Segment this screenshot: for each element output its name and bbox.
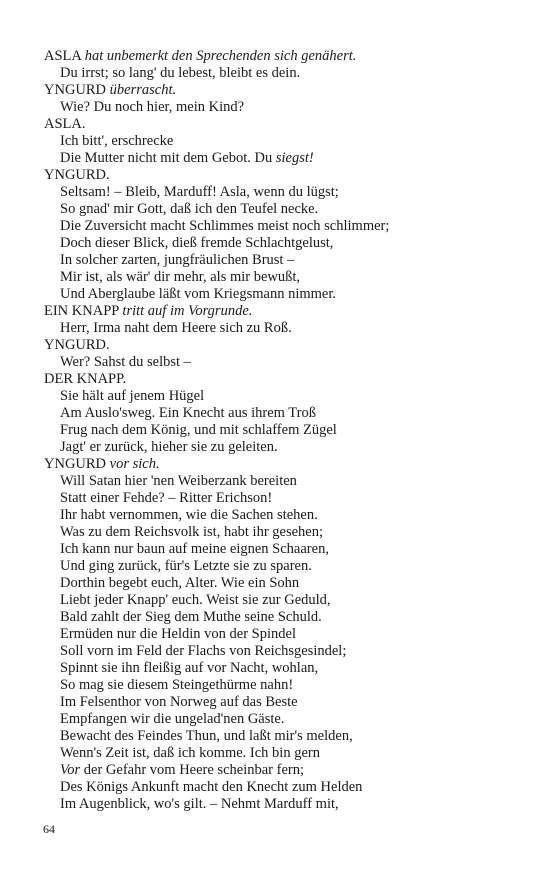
page-text xyxy=(44,48,524,813)
verse-line xyxy=(44,201,524,218)
verse-line xyxy=(44,439,524,456)
verse-text: Will Satan hier 'nen Weiberzank bereiten xyxy=(60,473,297,489)
speaker-line xyxy=(44,456,524,473)
verse-text: Sie hält auf jenem Hügel xyxy=(60,388,205,404)
verse-text: Wenn's Zeit ist, daß ich komme. Ich bin gern xyxy=(60,745,320,761)
verse-text: Die Zuversicht macht Schlimmes meist noch schlimmer; xyxy=(60,218,390,234)
verse-line xyxy=(44,269,524,286)
verse-line xyxy=(44,422,524,439)
verse-line xyxy=(44,626,524,643)
verse-line xyxy=(44,388,524,405)
verse-text: Empfangen wir die ungelad'nen Gäste. xyxy=(60,711,285,727)
speaker-line xyxy=(44,303,524,320)
verse-line xyxy=(44,728,524,745)
stage-direction: überrascht. xyxy=(109,82,177,98)
speaker-name: YNGURD xyxy=(44,82,107,98)
verse-text: Ich kann nur baun auf meine eignen Schaaren, xyxy=(60,541,329,557)
verse-line xyxy=(44,660,524,677)
verse-line xyxy=(44,286,524,303)
verse-line xyxy=(44,575,524,592)
verse-text: Mir ist, als wär' dir mehr, als mir bewußt, xyxy=(60,269,301,285)
verse-text: Des Königs Ankunft macht den Knecht zum Helden xyxy=(60,779,363,795)
verse-text: Dorthin begebt euch, Alter. Wie ein Sohn xyxy=(60,575,300,591)
verse-line xyxy=(44,762,524,779)
speaker-name: ASLA. xyxy=(44,116,86,132)
speaker-name: YNGURD. xyxy=(44,167,110,183)
verse-text: Doch dieser Blick, dieß fremde Schlachtgelust, xyxy=(60,235,334,251)
verse-text: So mag sie diesem Steingethürme nahn! xyxy=(60,677,294,693)
verse-text: Was zu dem Reichsvolk ist, habt ihr gesehen; xyxy=(60,524,323,540)
verse-text: Spinnt sie ihn fleißig auf vor Nacht, wohlan, xyxy=(60,660,319,676)
page-number: 64 xyxy=(43,822,55,836)
verse-text: Frug nach dem König, und mit schlaffem Zügel xyxy=(60,422,337,438)
verse-line xyxy=(44,218,524,235)
verse-text: Bald zahlt der Sieg dem Muthe seine Schuld. xyxy=(60,609,322,625)
verse-text: Im Augenblick, wo's gilt. – Nehmt Marduff mit, xyxy=(60,796,339,812)
verse-text: Wer? Sahst du selbst – xyxy=(60,354,191,370)
verse-line xyxy=(44,694,524,711)
verse-text: Bewacht des Feindes Thun, und laßt mir's melden, xyxy=(60,728,353,744)
verse-text: In solcher zarten, jungfräulichen Brust – xyxy=(60,252,295,268)
emphasis: siegst! xyxy=(275,150,314,166)
speaker-line xyxy=(44,48,524,65)
verse-text: Herr, Irma naht dem Heere sich zu Roß. xyxy=(60,320,292,336)
verse-line xyxy=(44,796,524,813)
verse-line xyxy=(44,490,524,507)
stage-direction: vor sich. xyxy=(109,456,160,472)
verse-line xyxy=(44,745,524,762)
verse-line xyxy=(44,133,524,150)
verse-text: Die Mutter nicht mit dem Gebot. Du xyxy=(60,150,276,166)
speaker-line xyxy=(44,167,524,184)
verse-line xyxy=(44,643,524,660)
verse-text: Und Aberglaube läßt vom Kriegsmann nimmer. xyxy=(60,286,336,302)
verse-line xyxy=(44,235,524,252)
verse-line xyxy=(44,320,524,337)
verse-line xyxy=(44,65,524,82)
verse-line xyxy=(44,354,524,371)
verse-text: Am Auslo'sweg. Ein Knecht aus ihrem Troß xyxy=(60,405,316,421)
verse-text: der Gefahr vom Heere scheinbar fern; xyxy=(80,762,304,778)
speaker-name: EIN KNAPP xyxy=(44,303,119,319)
verse-line xyxy=(44,779,524,796)
verse-text: Im Felsenthor von Norweg auf das Beste xyxy=(60,694,298,710)
verse-line xyxy=(44,99,524,116)
verse-text: Jagt' er zurück, hieher sie zu geleiten. xyxy=(60,439,278,455)
speaker-name: DER KNAPP. xyxy=(44,371,127,387)
verse-line xyxy=(44,609,524,626)
verse-line xyxy=(44,711,524,728)
stage-direction: tritt auf im Vorgrunde. xyxy=(122,303,253,319)
verse-line xyxy=(44,252,524,269)
verse-text: Seltsam! – Bleib, Marduff! Asla, wenn du lügst; xyxy=(60,184,339,200)
verse-line xyxy=(44,592,524,609)
speaker-line xyxy=(44,371,524,388)
verse-line xyxy=(44,405,524,422)
verse-line xyxy=(44,184,524,201)
emphasis: Vor xyxy=(60,762,81,778)
speaker-line xyxy=(44,82,524,99)
verse-line xyxy=(44,524,524,541)
verse-line xyxy=(44,677,524,694)
verse-line xyxy=(44,507,524,524)
verse-text: Liebt jeder Knapp' euch. Weist sie zur Geduld, xyxy=(60,592,331,608)
verse-text: So gnad' mir Gott, daß ich den Teufel necke. xyxy=(60,201,319,217)
verse-line xyxy=(44,473,524,490)
stage-direction: hat unbemerkt den Sprechenden sich genähert. xyxy=(84,48,357,64)
verse-text: Ich bitt', erschrecke xyxy=(60,133,174,149)
verse-text: Statt einer Fehde? – Ritter Erichson! xyxy=(60,490,273,506)
verse-text: Wie? Du noch hier, mein Kind? xyxy=(60,99,245,115)
verse-line xyxy=(44,541,524,558)
verse-text: Du irrst; so lang' du lebest, bleibt es dein. xyxy=(60,65,301,81)
speaker-name: ASLA xyxy=(44,48,82,64)
verse-text: Und ging zurück, für's Letzte sie zu sparen. xyxy=(60,558,312,574)
speaker-name: YNGURD. xyxy=(44,337,110,353)
verse-text: Ihr habt vernommen, wie die Sachen stehen. xyxy=(60,507,318,523)
speaker-line xyxy=(44,337,524,354)
speaker-name: YNGURD xyxy=(44,456,107,472)
speaker-line xyxy=(44,116,524,133)
verse-line xyxy=(44,558,524,575)
verse-line xyxy=(44,150,524,167)
verse-text: Soll vorn im Feld der Flachs von Reichsgesindel; xyxy=(60,643,347,659)
verse-text: Ermüden nur die Heldin von der Spindel xyxy=(60,626,296,642)
